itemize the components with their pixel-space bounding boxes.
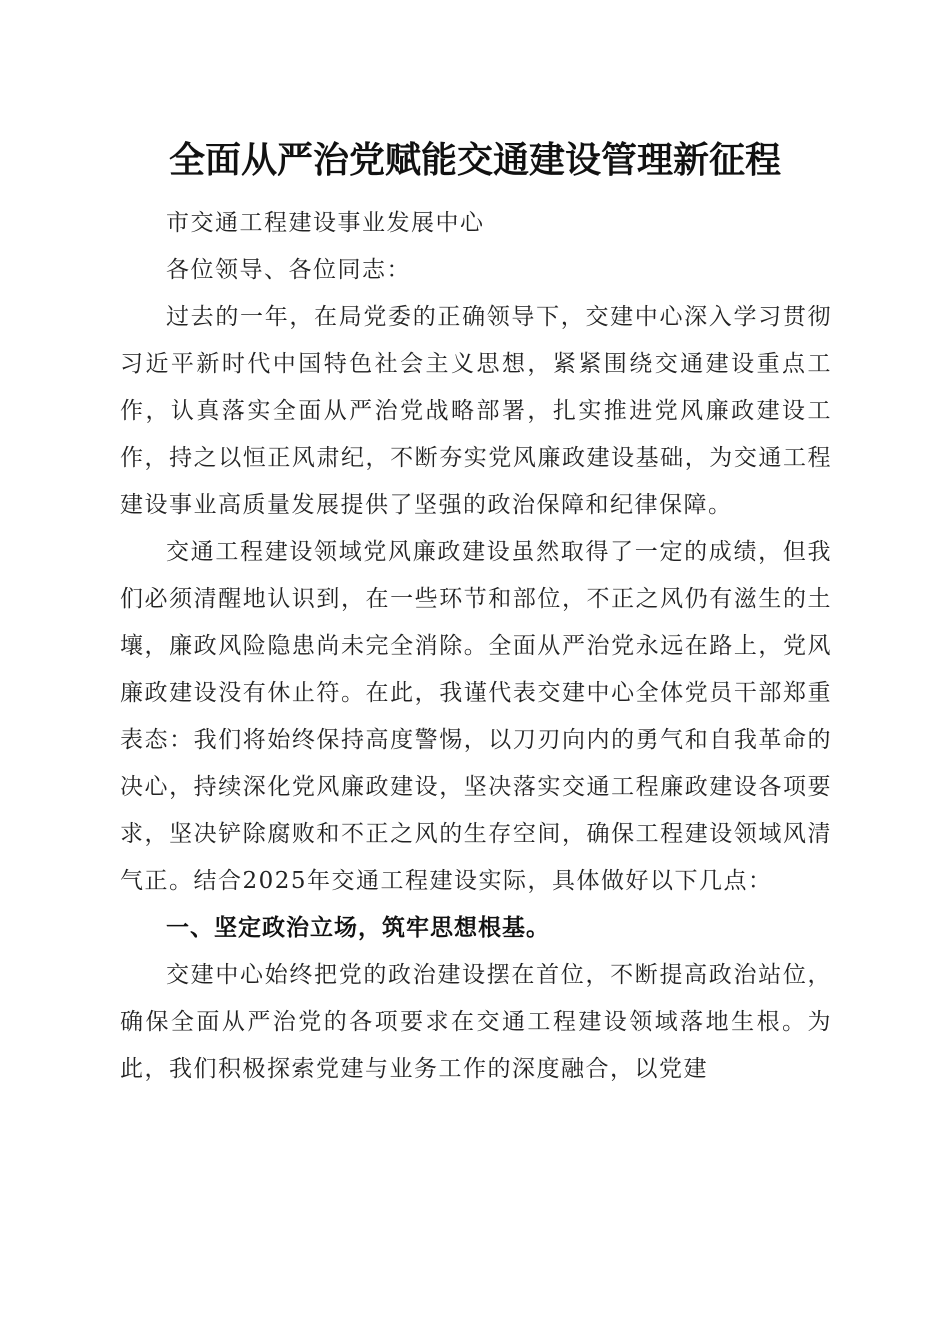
document-body (120, 200, 832, 1093)
document-title: 全面从严治党赋能交通建设管理新征程 (168, 139, 781, 181)
author-line: 市交通工程建设事业发展中心 (166, 210, 485, 236)
paragraph: 交建中心始终把党的政治建设摆在首位，不断提高政治站位，确保全面从严治党的各项要求在交通工程建设领域落地生根。为此，我们积极探索党建与业务工作的深度融合，以党建 (120, 962, 832, 1082)
paragraph: 交通工程建设领域党风廉政建设虽然取得了一定的成绩，但我们必须清醒地认识到，在一些环节和部位，不正之风仍有滋生的土壤，廉政风险隐患尚未完全消除。全面从严治党永远在路上，党风廉政建设没有休止符。在此，我谨代表交建中心全体党员干部郑重表态：我们将始终保持高度警惕，以刀刃向内的勇气和自我革命的决心，持续深化党风廉政建设，坚决落实交通工程廉政建设各项要求，坚决铲除腐败和不正之风的生存空间，确保工程建设领域风清气正。结合2025年交通工程建设实际，具体做好以下几点： (120, 539, 832, 894)
section-heading: 一、坚定政治立场，筑牢思想根基。 (166, 915, 550, 941)
salutation: 各位领导、各位同志： (166, 257, 411, 283)
paragraph: 过去的一年，在局党委的正确领导下，交建中心深入学习贯彻习近平新时代中国特色社会主义思想，紧紧围绕交通建设重点工作，认真落实全面从严治党战略部署，扎实推进党风廉政建设工作，持之以恒正风肃纪，不断夯实党风廉政建设基础，为交通工程建设事业高质量发展提供了坚强的政治保障和纪律保障。 (120, 304, 832, 518)
